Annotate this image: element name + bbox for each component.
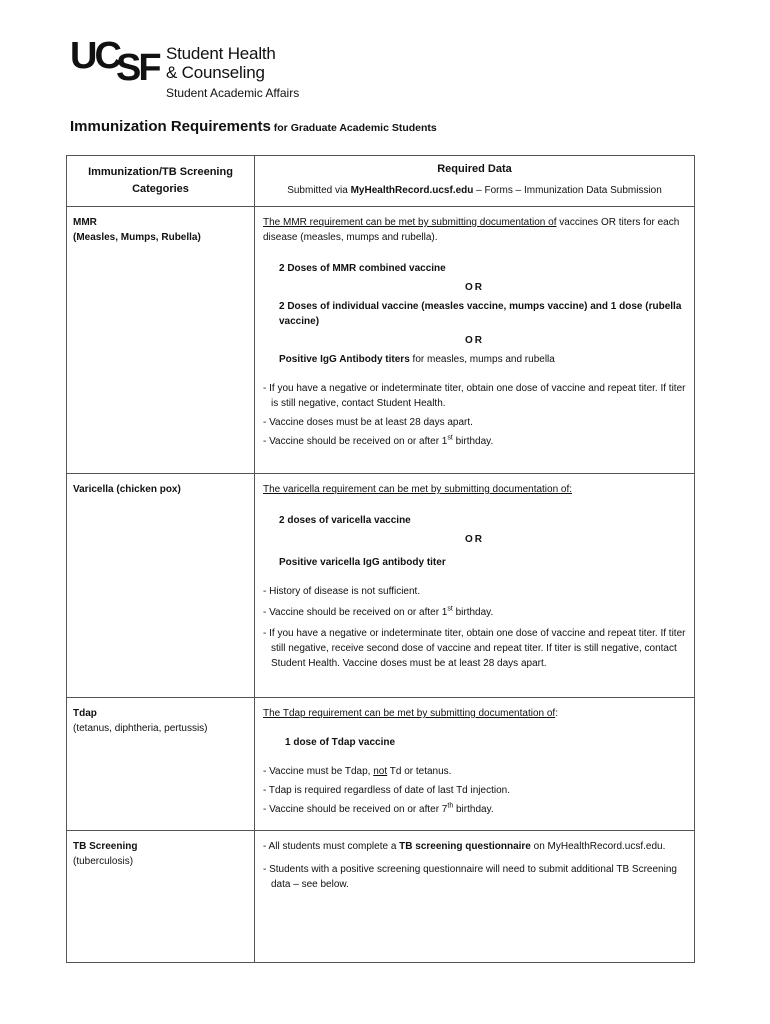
- page-title: [70, 118, 437, 136]
- table-row-tdap: [67, 698, 695, 831]
- or-separator: OR: [465, 335, 484, 346]
- data-cell-mmr: [255, 207, 695, 474]
- note-item: [263, 802, 686, 817]
- note-text: birthday.: [452, 436, 494, 447]
- data-cell-varicella: [255, 474, 695, 698]
- note-item: - History of disease is not sufficient.: [263, 586, 421, 597]
- page-title-sub: for Graduate Academic Students: [270, 122, 437, 134]
- option-text: [263, 352, 686, 367]
- note-text: - All students must complete a: [263, 841, 400, 852]
- category-cell-tdap: [67, 698, 255, 831]
- option-text: 2 Doses of individual vaccine (measles vaccine, mumps vaccine) and 1 dose (rubella vaccine): [279, 301, 682, 327]
- note-item: - If you have a negative or indeterminate titer, obtain one dose of vaccine and repeat titer. If titer still negative, receive second dose of vaccine and repeat titer. If titer is still negative, contact Student Health. Vaccine doses must be at least 28 days apart.: [263, 628, 686, 669]
- ucsf-logo-mark: [70, 35, 160, 89]
- note-item: - Students with a positive screening questionnaire will need to submit additional TB Screening data – see below.: [263, 864, 677, 890]
- category-cell-mmr: [67, 207, 255, 474]
- option-text: 2 doses of varicella vaccine: [279, 515, 411, 526]
- or-separator: OR: [465, 534, 484, 545]
- note-text: on MyHealthRecord.ucsf.edu.: [530, 841, 666, 852]
- option-text: 2 Doses of MMR combined vaccine: [279, 263, 446, 274]
- note-text: - Vaccine must be Tdap,: [263, 766, 374, 777]
- note-item: [263, 434, 686, 449]
- col1-header-text: Immunization/TB Screening Categories: [88, 166, 233, 195]
- option-bold: Positive IgG Antibody titers: [279, 354, 410, 365]
- org-name: [166, 44, 299, 101]
- page-title-main: Immunization Requirements: [70, 118, 271, 135]
- col2-header-subtext: [263, 183, 686, 198]
- intro-rest: :: [555, 708, 558, 719]
- org-line-3: Student Academic Affairs: [166, 86, 300, 100]
- requirement-intro: [263, 215, 686, 245]
- category-subtitle: (tuberculosis): [73, 856, 134, 867]
- or-separator: OR: [465, 282, 484, 293]
- note-text: Td or tetanus.: [387, 766, 452, 777]
- requirement-intro: The varicella requirement can be met by submitting documentation of:: [263, 484, 573, 495]
- org-line-1: Student Health: [166, 44, 276, 63]
- requirement-intro: [263, 706, 686, 721]
- note-item: - Tdap is required regardless of date of last Td injection.: [263, 785, 510, 796]
- note-sup: st: [447, 605, 453, 613]
- category-cell-varicella: [67, 474, 255, 698]
- col2-sub-suffix: – Forms – Immunization Data Submission: [473, 185, 662, 196]
- table-row-tb-screening: [67, 831, 695, 963]
- note-text: - Vaccine should be received on or after 7: [263, 804, 448, 815]
- note-text: - Vaccine should be received on or after 1: [263, 607, 448, 618]
- org-line-2: & Counseling: [166, 63, 265, 82]
- note-text: birthday.: [453, 804, 494, 815]
- note-item: [263, 839, 686, 854]
- data-cell-tb: [255, 831, 695, 963]
- note-text: birthday.: [452, 607, 494, 618]
- option-rest: for measles, mumps and rubella: [409, 354, 555, 365]
- note-text: - Vaccine should be received on or after 1: [263, 436, 448, 447]
- note-bold: TB screening questionnaire: [399, 841, 531, 852]
- note-underlined: not: [373, 766, 388, 777]
- table-header-row: [67, 156, 695, 207]
- ucsf-logo: [70, 34, 370, 104]
- logo-letters-uc: UC: [70, 35, 119, 77]
- table-row-mmr: [67, 207, 695, 474]
- category-title: MMR: [73, 217, 97, 228]
- category-subtitle: (Measles, Mumps, Rubella): [73, 232, 201, 243]
- col-header-categories: [67, 156, 255, 207]
- intro-underlined: The Tdap requirement can be met by submitting documentation of: [263, 708, 556, 719]
- col-header-required-data: [255, 156, 695, 207]
- col2-header-text: Required Data: [437, 163, 512, 175]
- logo-letters-sf: SF: [116, 47, 159, 89]
- category-title: Tdap: [73, 708, 97, 719]
- note-sup: st: [447, 434, 453, 442]
- requirements-table: [66, 155, 695, 963]
- note-item: [263, 605, 686, 620]
- notes-list: [263, 381, 686, 449]
- option-text: Positive varicella IgG antibody titer: [279, 557, 446, 568]
- table-row-varicella: [67, 474, 695, 698]
- notes-list: [263, 764, 686, 817]
- intro-rest: vaccines OR titers for each disease (measles, mumps and rubella).: [263, 217, 680, 243]
- category-title: Varicella (chicken pox): [73, 484, 181, 495]
- category-title: TB Screening: [73, 841, 138, 852]
- category-cell-tb: [67, 831, 255, 963]
- note-item: - If you have a negative or indeterminate titer, obtain one dose of vaccine and repeat titer. If titer is still negative, contact Student Health.: [263, 383, 686, 409]
- myhealthrecord-link[interactable]: MyHealthRecord.ucsf.edu: [350, 185, 474, 196]
- notes-list: [263, 584, 686, 671]
- note-sup: th: [447, 802, 454, 810]
- option-text: 1 dose of Tdap vaccine: [285, 737, 396, 748]
- category-subtitle: (tetanus, diphtheria, pertussis): [73, 723, 208, 734]
- note-item: [263, 764, 686, 779]
- data-cell-tdap: [255, 698, 695, 831]
- intro-underlined: The MMR requirement can be met by submitting documentation of: [263, 217, 557, 228]
- note-item: - Vaccine doses must be at least 28 days apart.: [263, 417, 473, 428]
- col2-sub-prefix: Submitted via: [287, 185, 351, 196]
